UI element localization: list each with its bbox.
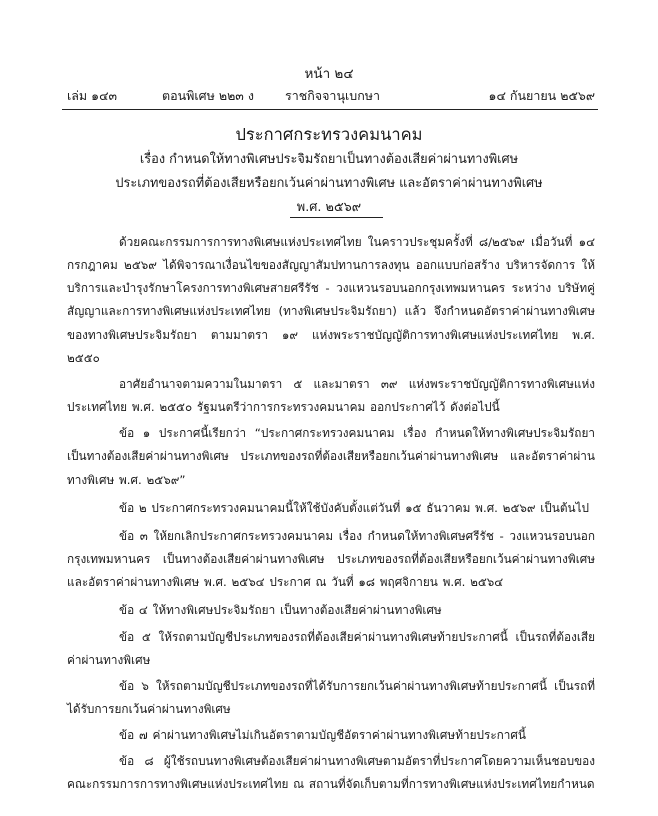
clause-5: ข้อ ๕ ให้รถตามบัญชีประเภทของรถที่ต้องเสียค่าผ่านทางพิเศษท้ายประกาศนี้ เป็นรถที่ต้องเสียค่าผ่านทางพิเศษ: [67, 629, 595, 667]
authority-paragraph: อาศัยอำนาจตามความในมาตรา ๕ และมาตรา ๓๙ แห่งพระราชบัญญัติการทางพิเศษแห่งประเทศไทย พ.ศ. ๒๕๕๐ รัฐมนตรีว่าการกระทรวงคมนาคม ออกประกาศไว้ ดังต่อไปนี้: [67, 376, 595, 415]
clause-3: ข้อ ๓ ให้ยกเลิกประกาศกระทรวงคมนาคม เรื่อง กำหนดให้ทางพิเศษศรีรัช - วงแหวนรอบนอกกรุงเทพมหานคร เป็นทางต้องเสียค่าผ่านทางพิเศษ ประเภทของรถที่ต้องเสียหรือยกเว้นค่าผ่านทางพิเศษ และอัตราค่าผ่านทางพิเศษ พ.ศ. ๒๕๖๔ ประกาศ ณ วันที่ ๑๘ พฤศจิกายน พ.ศ. ๒๕๖๔: [67, 528, 595, 590]
announcement-title-block: [0, 122, 658, 220]
announcement-title: ประกาศกระทรวงคมนาคม: [235, 125, 423, 144]
clause-6: ข้อ ๖ ให้รถตามบัญชีประเภทของรถที่ได้รับการยกเว้นค่าผ่านทางพิเศษท้ายประกาศนี้ เป็นรถที่ได้รับการยกเว้นค่าผ่านทางพิเศษ: [67, 678, 595, 716]
preamble-paragraph: ด้วยคณะกรรมการการทางพิเศษแห่งประเทศไทย ในคราวประชุมครั้งที่ ๘/๒๕๖๙ เมื่อวันที่ ๑๔ กรกฎาคม ๒๕๖๙ ได้พิจารณาเงื่อนไขของสัญญาสัมปทานการลงทุน ออกแบบก่อสร้าง บริหารจัดการ ให้บริการและบำรุงรักษาโครงการทางพิเศษสายศรีรัช - วงแหวนรอบนอกกรุงเทพมหานคร ระหว่าง บริษัทคู่สัญญาและการทางพิเศษแห่งประเทศไทย (ทางพิเศษประจิมรัถยา) แล้ว จึงกำหนดอัตราค่าผ่านทางพิเศษของทางพิเศษประจิมรัถยา ตามมาตรา ๑๙ แห่งพระราชบัญญัติการทางพิเศษแห่งประเทศไทย พ.ศ. ๒๕๕๐: [67, 235, 595, 365]
clause-2: ข้อ ๒ ประกาศกระทรวงคมนาคมนี้ให้ใช้บังคับตั้งแต่วันที่ ๑๕ ธันวาคม พ.ศ. ๒๕๖๙ เป็นต้นไป: [119, 500, 589, 515]
clause-7: ข้อ ๗ ค่าผ่านทางพิเศษไม่เกินอัตราตามบัญชีอัตราค่าผ่านทางพิเศษท้ายประกาศนี้: [119, 728, 526, 743]
title-rule: [290, 217, 383, 218]
subject-line-2: ประเภทของรถที่ต้องเสียหรือยกเว้นค่าผ่านทางพิเศษ และอัตราค่าผ่านทางพิเศษ: [115, 176, 543, 191]
clause-4: ข้อ ๔ ให้ทางพิเศษประจิมรัถยา เป็นทางต้องเสียค่าผ่านทางพิเศษ: [119, 603, 442, 618]
clause-8: ข้อ ๘ ผู้ใช้รถบนทางพิเศษต้องเสียค่าผ่านทางพิเศษตามอัตราที่ประกาศโดยความเห็นชอบของคณะกรรมการการทางพิเศษแห่งประเทศไทย ณ สถานที่จัดเก็บตามที่การทางพิเศษแห่งประเทศไทยกำหนด: [67, 754, 595, 792]
header-rule: [62, 109, 598, 110]
publication-date: ๑๔ กันยายน ๒๕๖๙: [488, 88, 595, 103]
gazette-header: [67, 86, 595, 106]
subject-line-1: เรื่อง กำหนดให้ทางพิเศษประจิมรัถยาเป็นทางต้องเสียค่าผ่านทางพิเศษ: [139, 152, 519, 167]
announcement-body: [67, 231, 595, 800]
subject-year: พ.ศ. ๒๕๖๙: [296, 200, 362, 215]
section-number: ตอนพิเศษ ๒๒๓ ง: [162, 88, 254, 103]
page-number: หน้า ๒๔: [304, 66, 354, 82]
volume-number: เล่ม ๑๔๓: [67, 88, 118, 103]
gazette-name: ราชกิจจานุเบกษา: [285, 88, 381, 103]
clause-1: ข้อ ๑ ประกาศนี้เรียกว่า “ประกาศกระทรวงคมนาคม เรื่อง กำหนดให้ทางพิเศษประจิมรัถยาเป็นทางต้องเสียค่าผ่านทางพิเศษ ประเภทของรถที่ต้องเสียหรือยกเว้นค่าผ่านทางพิเศษ และอัตราค่าผ่านทางพิเศษ พ.ศ. ๒๕๖๙”: [67, 426, 595, 487]
